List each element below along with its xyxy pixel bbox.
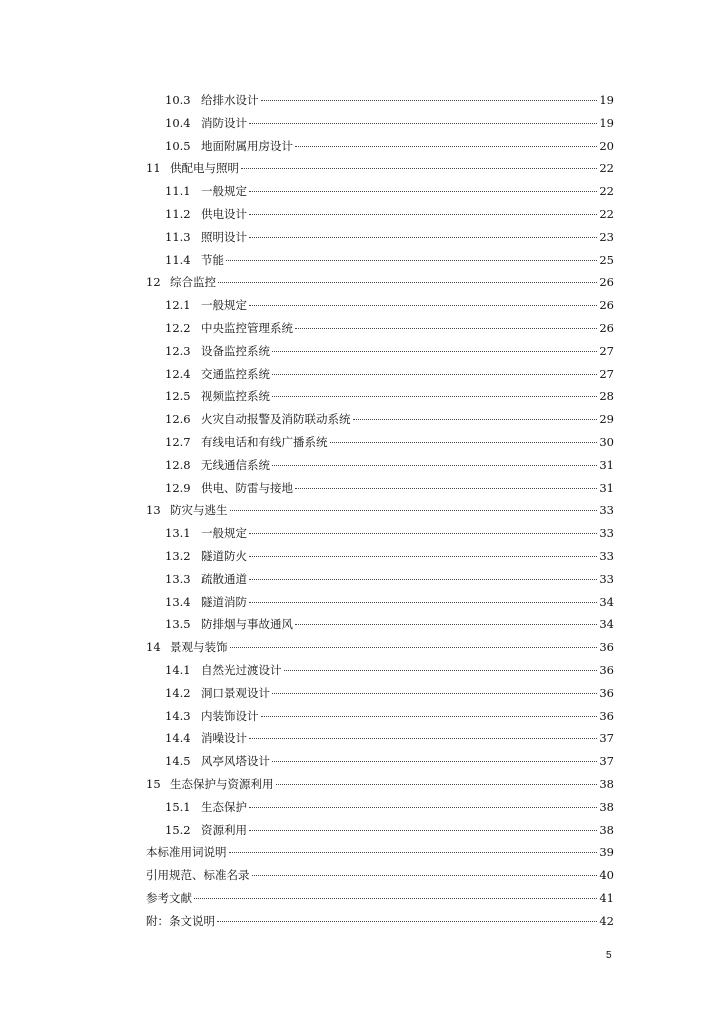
toc-entry-number: 12.6 — [165, 412, 191, 427]
dot-leader — [249, 830, 597, 831]
toc-entry[interactable] — [146, 135, 614, 158]
dot-leader — [272, 761, 597, 762]
toc-entry-page: 20 — [599, 138, 614, 153]
toc-entry-number: 12.5 — [165, 389, 191, 404]
toc-entry-page: 33 — [599, 526, 614, 541]
dot-leader — [295, 328, 597, 329]
toc-entry-page: 19 — [599, 93, 614, 107]
toc-entry-title: 资源利用 — [201, 822, 247, 837]
toc-entry[interactable] — [146, 545, 614, 568]
toc-entry-title: 消噪设计 — [201, 731, 247, 746]
toc-entry[interactable] — [146, 271, 614, 294]
dot-leader — [249, 807, 597, 808]
toc-entry[interactable] — [146, 408, 614, 431]
toc-entry-title: 本标准用词说明 — [146, 845, 227, 860]
toc-entry-page: 31 — [599, 480, 614, 495]
toc-entry[interactable] — [146, 727, 614, 750]
toc-entry-page: 38 — [599, 776, 614, 791]
toc-entry-number: 14.1 — [165, 662, 191, 677]
dot-leader — [276, 784, 598, 785]
toc-entry-page: 39 — [599, 845, 614, 860]
toc-entry-number: 11 — [146, 161, 161, 176]
dot-leader — [249, 556, 597, 557]
toc-entry[interactable] — [146, 773, 614, 796]
dot-leader — [249, 123, 597, 124]
toc-entry-page: 30 — [599, 434, 614, 449]
toc-entry-number: 15.2 — [165, 822, 191, 837]
toc-entry-page: 26 — [599, 298, 614, 313]
toc-entry-number: 14 — [146, 640, 161, 655]
toc-entry-number: 12.1 — [165, 298, 191, 313]
toc-entry[interactable] — [146, 841, 614, 864]
dot-leader — [261, 716, 598, 717]
toc-entry-page: 23 — [599, 229, 614, 244]
dot-leader — [272, 374, 597, 375]
toc-entry-number: 10.5 — [165, 138, 191, 153]
toc-entry-number: 12.3 — [165, 343, 191, 358]
toc-entry[interactable] — [146, 910, 614, 933]
toc-entry-title: 风亭风塔设计 — [201, 754, 270, 769]
toc-entry[interactable] — [146, 454, 614, 477]
toc-entry-number: 15 — [146, 776, 161, 791]
toc-entry-page: 36 — [599, 708, 614, 723]
toc-entry[interactable] — [146, 112, 614, 135]
toc-entry-number: 13.4 — [165, 594, 191, 609]
dot-leader — [252, 875, 598, 876]
dot-leader — [194, 898, 597, 899]
toc-entry-title: 交通监控系统 — [201, 366, 270, 381]
dot-leader — [284, 670, 598, 671]
dot-leader — [249, 191, 597, 192]
dot-leader — [272, 465, 597, 466]
toc-entry-page: 33 — [599, 503, 614, 518]
toc-entry[interactable] — [146, 317, 614, 340]
dot-leader — [249, 214, 597, 215]
toc-entry[interactable] — [146, 613, 614, 636]
toc-entry-title: 供电设计 — [201, 206, 247, 221]
toc-entry-title: 综合监控 — [170, 275, 216, 290]
dot-leader — [295, 146, 597, 147]
toc-entry-number: 13.1 — [165, 526, 191, 541]
toc-entry[interactable] — [146, 226, 614, 249]
toc-entry[interactable] — [146, 522, 614, 545]
dot-leader — [241, 168, 597, 169]
toc-entry-title: 一般规定 — [201, 298, 247, 313]
toc-entry-title: 节能 — [201, 252, 224, 267]
toc-entry-page: 31 — [599, 457, 614, 472]
toc-entry-number: 13.3 — [165, 571, 191, 586]
toc-entry-page: 29 — [599, 412, 614, 427]
toc-entry-page: 37 — [599, 731, 614, 746]
toc-entry-title: 供电、防雷与接地 — [201, 480, 293, 495]
toc-entry-title: 供配电与照明 — [170, 161, 239, 176]
page-number: 5 — [606, 950, 612, 961]
toc-entry[interactable] — [146, 89, 614, 112]
toc-entry-page: 28 — [599, 389, 614, 404]
toc-entry-title: 照明设计 — [201, 229, 247, 244]
toc-entry[interactable] — [146, 591, 614, 614]
toc-entry-title: 消防设计 — [201, 115, 247, 130]
toc-entry-page: 19 — [599, 115, 614, 130]
toc-entry[interactable] — [146, 340, 614, 363]
toc-entry[interactable] — [146, 750, 614, 773]
toc-entry-number: 12.9 — [165, 480, 191, 495]
toc-entry-page: 27 — [599, 343, 614, 358]
dot-leader — [249, 533, 597, 534]
toc-entry[interactable] — [146, 157, 614, 180]
toc-entry-title: 给排水设计 — [201, 93, 259, 107]
toc-entry-number: 11.4 — [165, 252, 191, 267]
toc-entry-page: 42 — [599, 913, 614, 928]
toc-entry[interactable] — [146, 796, 614, 819]
toc-entry-title: 疏散通道 — [201, 571, 247, 586]
toc-entry-number: 11.1 — [165, 184, 191, 199]
toc-entry-page: 33 — [599, 571, 614, 586]
table-of-contents — [146, 89, 614, 932]
dot-leader — [295, 488, 597, 489]
toc-entry-number: 10.3 — [165, 93, 191, 107]
toc-entry-page: 36 — [599, 640, 614, 655]
dot-leader — [249, 602, 597, 603]
toc-entry-number: 11.2 — [165, 206, 191, 221]
toc-entry-number: 11.3 — [165, 229, 191, 244]
toc-entry-title: 有线电话和有线广播系统 — [201, 434, 328, 449]
toc-entry[interactable] — [146, 294, 614, 317]
toc-entry[interactable] — [146, 887, 614, 910]
dot-leader — [261, 100, 598, 101]
toc-entry-page: 34 — [599, 617, 614, 632]
toc-entry[interactable] — [146, 705, 614, 728]
toc-entry-number: 14.5 — [165, 754, 191, 769]
toc-entry-title: 一般规定 — [201, 184, 247, 199]
toc-entry-title: 隧道防火 — [201, 548, 247, 563]
toc-entry-title: 生态保护与资源利用 — [170, 776, 274, 791]
toc-entry-page: 36 — [599, 685, 614, 700]
toc-entry-title: 引用规范、标准名录 — [146, 868, 250, 883]
toc-entry-title: 自然光过渡设计 — [201, 662, 282, 677]
toc-entry-title: 防排烟与事故通风 — [201, 617, 293, 632]
toc-entry-title: 生态保护 — [201, 799, 247, 814]
toc-entry-page: 37 — [599, 754, 614, 769]
toc-entry[interactable] — [146, 682, 614, 705]
toc-entry-page: 38 — [599, 822, 614, 837]
toc-entry[interactable] — [146, 203, 614, 226]
toc-entry[interactable] — [146, 659, 614, 682]
toc-entry-title: 洞口景观设计 — [201, 685, 270, 700]
toc-entry-page: 34 — [599, 594, 614, 609]
toc-entry-page: 38 — [599, 799, 614, 814]
dot-leader — [217, 921, 597, 922]
toc-entry[interactable] — [146, 568, 614, 591]
dot-leader — [353, 419, 598, 420]
toc-entry[interactable] — [146, 180, 614, 203]
toc-entry-title: 无线通信系统 — [201, 457, 270, 472]
dot-leader — [230, 510, 598, 511]
toc-entry[interactable] — [146, 431, 614, 454]
toc-entry-title: 一般规定 — [201, 526, 247, 541]
toc-entry-page: 40 — [599, 868, 614, 883]
toc-entry-page: 33 — [599, 548, 614, 563]
toc-entry-number: 12.4 — [165, 366, 191, 381]
toc-entry[interactable] — [146, 477, 614, 500]
toc-entry[interactable] — [146, 499, 614, 522]
dot-leader — [249, 579, 597, 580]
toc-entry-title: 参考文献 — [146, 890, 192, 905]
toc-entry-number: 12.2 — [165, 320, 191, 335]
toc-entry-title: 设备监控系统 — [201, 343, 270, 358]
toc-entry-title: 隧道消防 — [201, 594, 247, 609]
toc-entry[interactable] — [146, 819, 614, 842]
toc-entry-page: 26 — [599, 275, 614, 290]
toc-entry-number: 12 — [146, 275, 161, 290]
toc-entry-number: 12.7 — [165, 434, 191, 449]
toc-entry-page: 27 — [599, 366, 614, 381]
toc-entry-page: 22 — [599, 161, 614, 176]
toc-entry[interactable] — [146, 385, 614, 408]
dot-leader — [218, 282, 597, 283]
dot-leader — [272, 693, 597, 694]
toc-entry-number: 13.2 — [165, 548, 191, 563]
dot-leader — [272, 351, 597, 352]
toc-entry-title: 中央监控管理系统 — [201, 320, 293, 335]
toc-entry[interactable] — [146, 363, 614, 386]
toc-entry-title: 火灾自动报警及消防联动系统 — [201, 412, 351, 427]
dot-leader — [249, 237, 597, 238]
toc-entry-number: 13.5 — [165, 617, 191, 632]
dot-leader — [249, 305, 597, 306]
toc-entry-number: 14.4 — [165, 731, 191, 746]
toc-entry-number: 15.1 — [165, 799, 191, 814]
dot-leader — [272, 396, 597, 397]
toc-entry-title: 内装饰设计 — [201, 708, 259, 723]
toc-entry-number: 12.8 — [165, 457, 191, 472]
toc-entry-title: 景观与装饰 — [170, 640, 228, 655]
toc-entry[interactable] — [146, 249, 614, 272]
toc-entry-number: 10.4 — [165, 115, 191, 130]
toc-entry-title: 附：条文说明 — [146, 913, 215, 928]
dot-leader — [226, 260, 597, 261]
toc-entry[interactable] — [146, 864, 614, 887]
dot-leader — [249, 738, 597, 739]
toc-entry-number: 14.2 — [165, 685, 191, 700]
toc-entry-page: 26 — [599, 320, 614, 335]
toc-entry-page: 41 — [599, 890, 614, 905]
toc-entry-number: 13 — [146, 503, 161, 518]
toc-entry-title: 地面附属用房设计 — [201, 138, 293, 153]
dot-leader — [295, 624, 597, 625]
toc-entry-title: 防灾与逃生 — [170, 503, 228, 518]
toc-entry-page: 36 — [599, 662, 614, 677]
dot-leader — [230, 647, 598, 648]
dot-leader — [330, 442, 598, 443]
toc-entry[interactable] — [146, 636, 614, 659]
dot-leader — [229, 852, 598, 853]
toc-entry-title: 视频监控系统 — [201, 389, 270, 404]
toc-entry-number: 14.3 — [165, 708, 191, 723]
toc-entry-page: 25 — [599, 252, 614, 267]
toc-entry-page: 22 — [599, 206, 614, 221]
toc-entry-page: 22 — [599, 184, 614, 199]
